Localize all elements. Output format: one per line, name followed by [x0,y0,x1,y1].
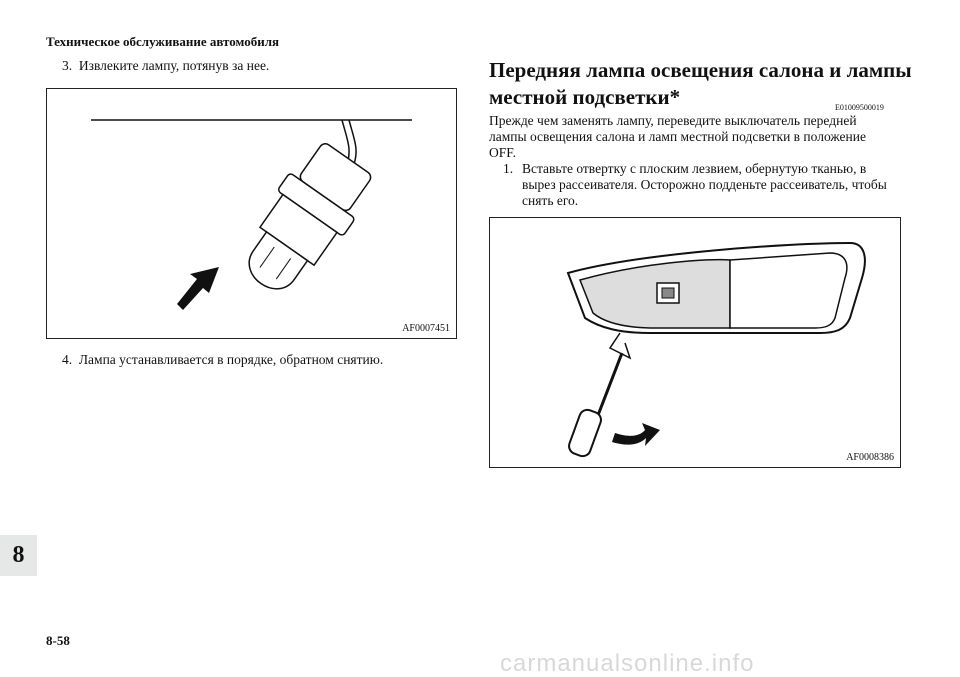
step-3 [62,58,269,74]
title-line-2: местной подсветки* [489,85,681,109]
intro-line: лампы освещения салона и ламп местной подсветки в положение [489,129,866,144]
figure-id: AF0007451 [402,323,450,334]
figure-lens-removal [489,217,901,468]
lamp-illustration [490,218,900,467]
step-text: Лампа устанавливается в порядке, обратном снятию. [78,352,384,367]
step-number: 1. [503,161,514,176]
step-number: 3. [62,58,73,73]
title-line-1: Передняя лампа освещения салона и лампы [489,58,912,82]
intro-line: Прежде чем заменять лампу, переведите выключатель передней [489,113,857,128]
screwdriver-icon [567,408,603,459]
page-number: 8-58 [46,633,70,648]
step-line: Вставьте отвертку с плоским лезвием, обернутую тканью, в [522,161,867,176]
figure-bulb-removal [46,88,457,339]
step-line: вырез рассеивателя. Осторожно подденьте рассеиватель, чтобы [522,177,887,192]
bulb-illustration [47,89,456,338]
step-4 [62,352,383,368]
figure-id: AF0008386 [846,452,894,463]
step-text: Извлеките лампу, потянув за нее. [78,58,270,73]
arrow-icon [177,267,219,310]
step-number: 4. [62,352,73,367]
step-1 [503,161,887,209]
section-tab: 8 [0,535,37,576]
intro-line: OFF. [489,145,517,160]
arrow-icon [612,423,660,446]
intro-paragraph [489,113,866,161]
section-code: E01009500019 [835,103,884,112]
watermark: carmanualsonline.info [500,650,755,677]
running-header: Техническое обслуживание автомобиля [46,34,280,49]
step-line: снять его. [522,193,579,208]
